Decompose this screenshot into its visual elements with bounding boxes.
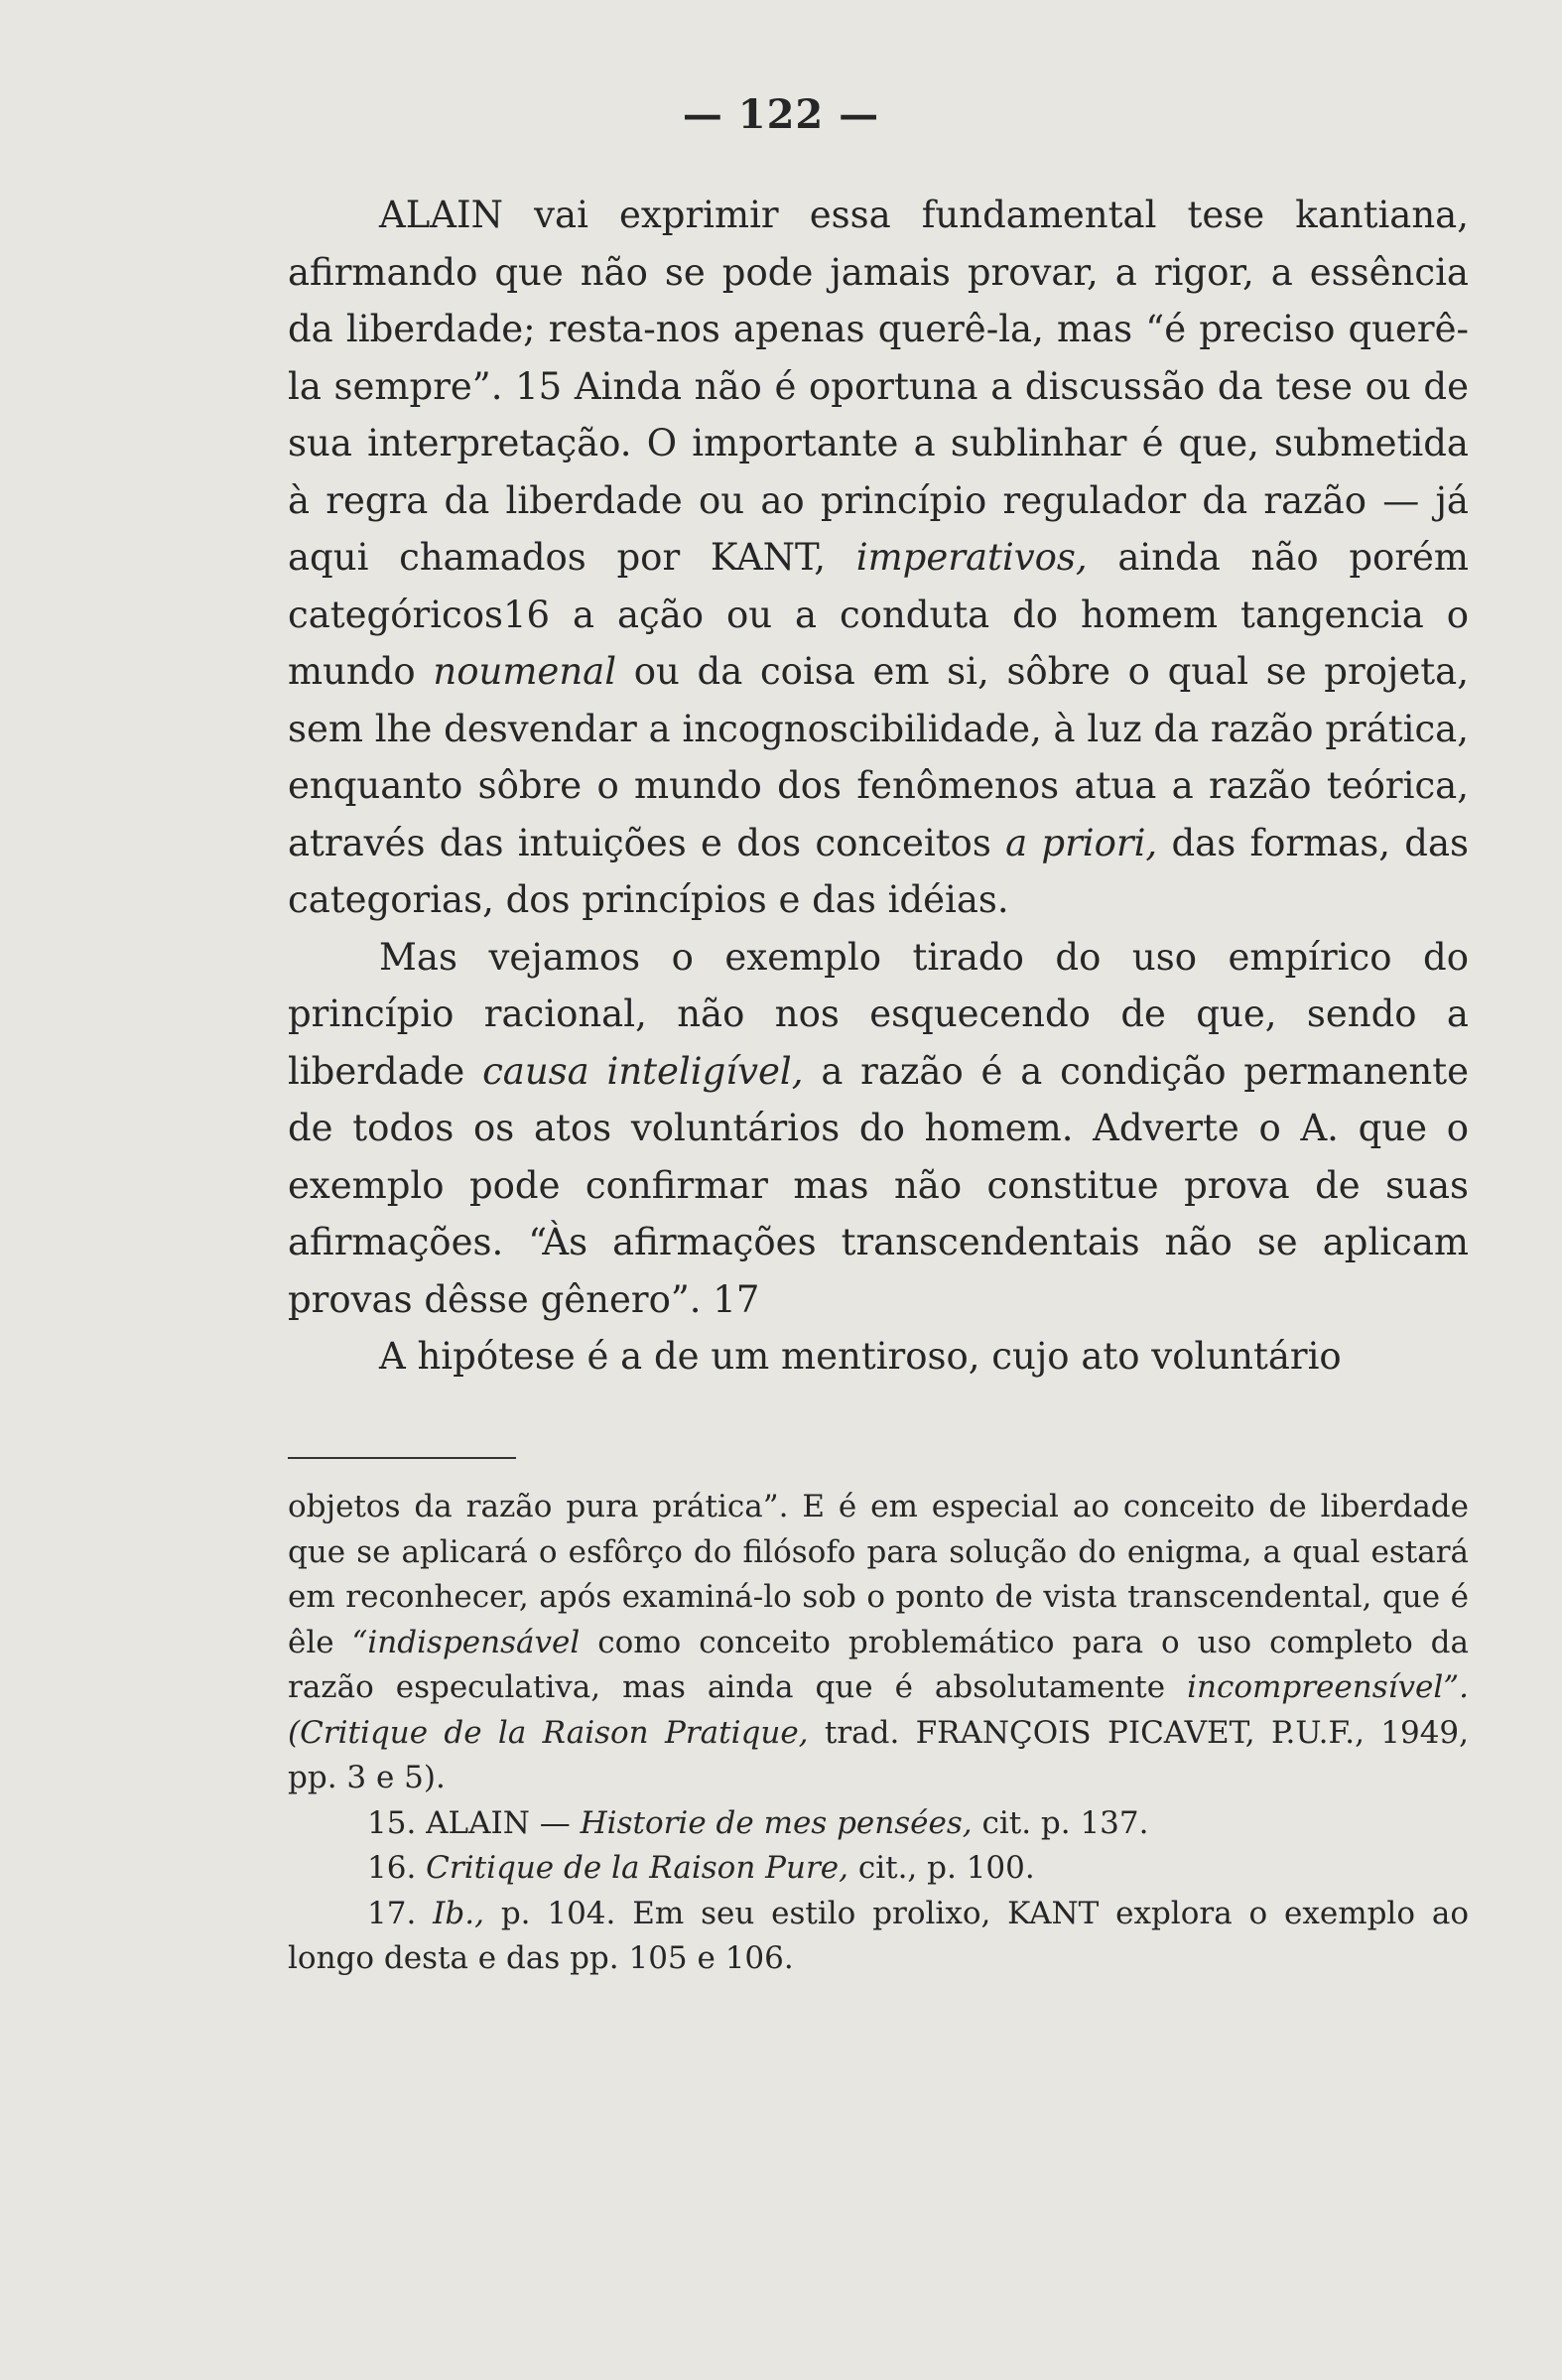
emphasis-text: incompreensível”. <box>1187 1669 1470 1705</box>
footnote-text: cit. p. 137. <box>981 1804 1149 1841</box>
footnote-text: ALAIN — <box>426 1804 571 1841</box>
main-text <box>288 187 1469 1386</box>
footnotes <box>288 1485 1469 1982</box>
paragraph-text: A hipótese é a de um mentiroso, cujo ato voluntário <box>379 1335 1342 1378</box>
footnote-number: 15. <box>367 1804 417 1841</box>
emphasis-text: a priori, <box>1005 821 1158 864</box>
paragraph-text: Ainda não é oportuna a discussão da tese ou de sua interpretação. O importante a sublinhar é que, submetida à regra da liberdade ou ao princípio regulador da razão — já aqui chamados por KANT, <box>288 364 1469 579</box>
paragraph-text: ALAIN vai exprimir essa fundamental tese kantiana, afirmando que não se pode jamais provar, a rigor, a essência da liberdade; resta-nos apenas querê-la, mas “é preciso querê-la sempre”. <box>288 194 1469 408</box>
emphasis-text: Ib., <box>433 1895 484 1931</box>
footnote-divider <box>288 1457 516 1459</box>
footnote-text: trad. FRANÇOIS PICAVET, P.U.F., 1949, pp. 3 e 5). <box>288 1714 1470 1795</box>
paragraph <box>288 929 1469 1329</box>
footnote-text: p. 104. Em seu estilo prolixo, KANT explora o exemplo ao longo desta e das pp. 105 e 106. <box>288 1895 1469 1976</box>
footnote-continuation <box>288 1485 1469 1801</box>
emphasis-text: Critique de la Raison Pure, <box>426 1850 848 1886</box>
paragraph-text: das formas, das categorias, dos princípios e das idéias. <box>288 821 1469 921</box>
emphasis-text: noumenal <box>433 650 617 693</box>
footnote-ref: 17 <box>713 1277 760 1321</box>
footnote-number: 17. <box>367 1895 417 1931</box>
paragraph-text: Mas vejamos o exemplo tirado do uso empírico do princípio racional, não nos esquecendo de que, sendo a liberdade <box>288 935 1469 1093</box>
footnote-text: como conceito problemático para o uso completo da razão especulativa, mas ainda que é absolutamente <box>288 1624 1470 1705</box>
page-number: — 122 — <box>682 91 880 138</box>
emphasis-text: “indispensável <box>351 1624 581 1660</box>
footnote-text: cit., p. 100. <box>857 1850 1035 1886</box>
paragraph-text: ou da coisa em si, sôbre o qual se projeta, sem lhe desvendar a incognoscibilidade, à luz da razão prática, enquanto sôbre o mundo dos fenômenos atua a razão teórica, através das intuições e dos conceitos <box>288 650 1469 864</box>
emphasis-text: (Critique de la Raison Pratique, <box>288 1714 809 1751</box>
emphasis-text: Historie de mes pensées, <box>580 1804 973 1841</box>
emphasis-text: imperativos, <box>855 536 1088 579</box>
paragraph-text: ainda não porém categóricos <box>288 536 1469 636</box>
paragraph-text: a razão é a condição permanente de todos os atos voluntários do homem. Adverte o A. que o exemplo pode confirmar mas não constitue prova de suas afirmações. “Às afirmações transcendentais não se aplicam provas dêsse gênero”. <box>288 1049 1469 1321</box>
footnote-16 <box>288 1846 1469 1892</box>
footnote-number: 16. <box>367 1850 417 1886</box>
footnote-17 <box>288 1892 1469 1982</box>
footnote-15 <box>288 1801 1469 1847</box>
emphasis-text: causa inteligível, <box>482 1049 804 1093</box>
paragraph <box>288 187 1469 929</box>
paragraph <box>288 1328 1469 1386</box>
footnote-ref: 16 <box>503 593 551 636</box>
footnote-ref: 15 <box>515 364 563 408</box>
footnote-text: objetos da razão pura prática”. E é em especial ao conceito de liberdade que se aplicará o esfôrço do filósofo para solução do enigma, a qual estará em reconhecer, após examiná-lo sob o ponto de vista transcendental, que é êle <box>288 1489 1469 1660</box>
paragraph-text: a ação ou a conduta do homem tangencia o mundo <box>288 593 1469 693</box>
